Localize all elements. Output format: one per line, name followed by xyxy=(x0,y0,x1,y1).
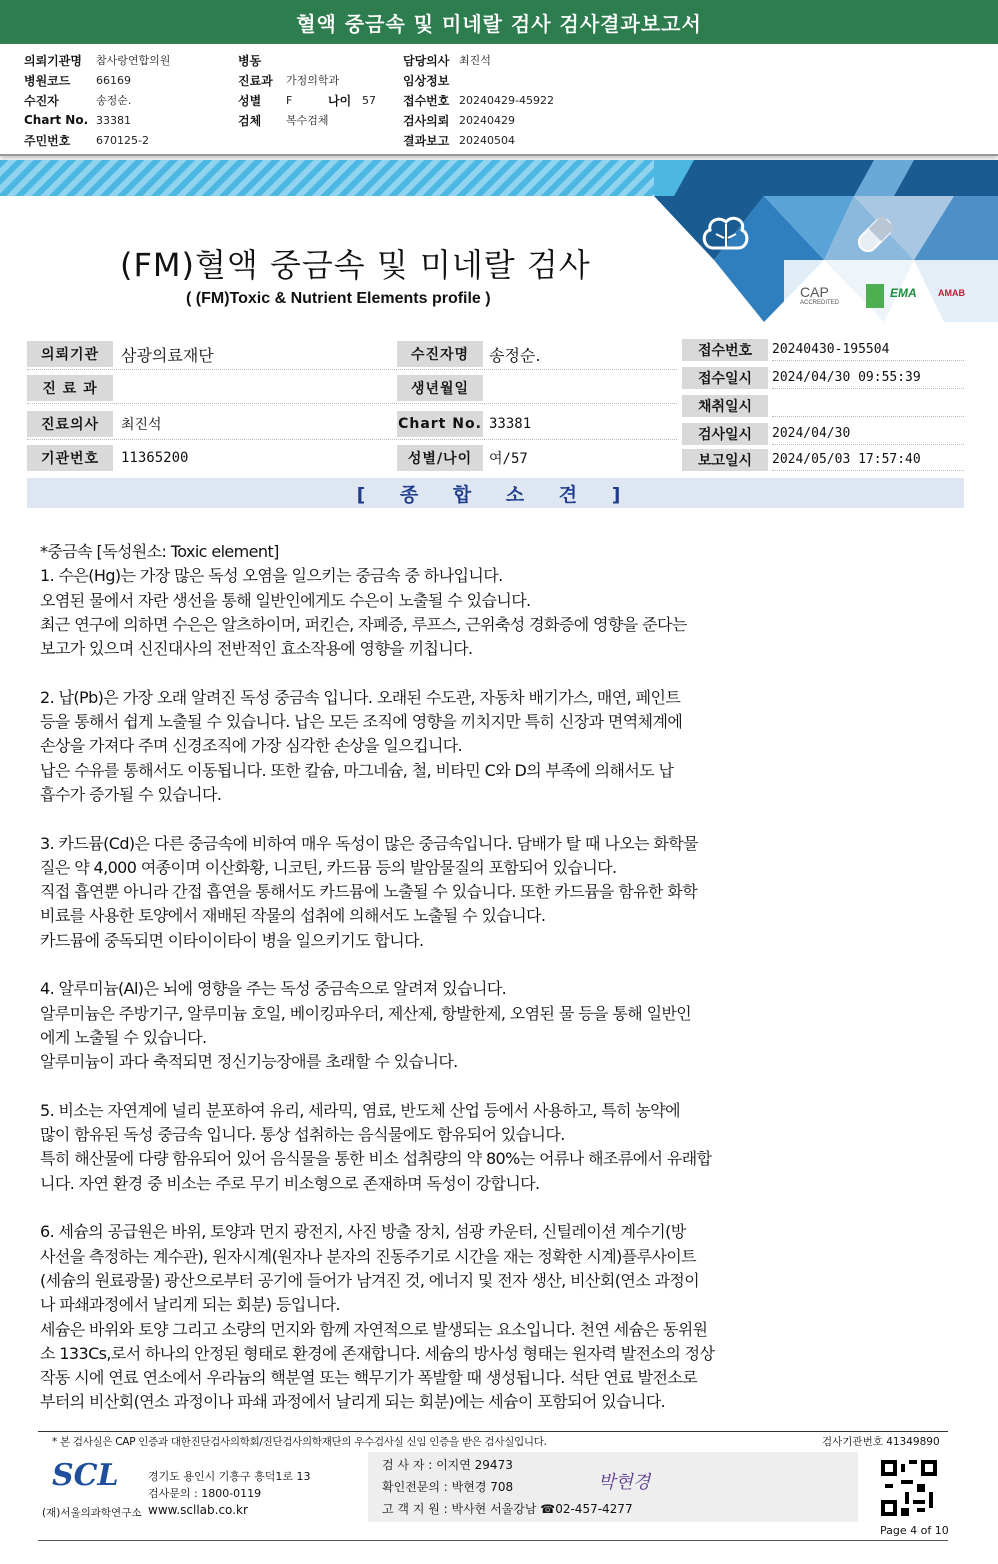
text-line: 질은 약 4,000 여종이며 이산화황, 니코틴, 카드뮴 등의 발암물질의 포함되어 있습니다. xyxy=(40,857,617,877)
meta-label: 검체 xyxy=(238,113,262,128)
info-label: 기관번호 xyxy=(27,445,113,471)
text-line: 많이 함유된 독성 중금속 입니다. 통상 섭취하는 음식물에도 함유되어 있습니다. xyxy=(40,1125,565,1145)
ema-logo xyxy=(866,284,936,312)
meta-label: 임상정보 xyxy=(403,73,450,88)
text-line: 세슘은 바위와 토양 그리고 소량의 먼지와 함께 자연적으로 발생되는 요소입니다. 천연 세슘은 동위원 xyxy=(40,1319,708,1339)
text-line: 납은 수유를 통해서도 이동됩니다. 또한 칼슘, 마그네슘, 철, 비타민 C와 D의 부족에 의해서도 납 xyxy=(40,760,674,780)
ema-logo-text: EMA xyxy=(890,286,917,300)
meta-label: 병동 xyxy=(238,53,262,68)
meta-label: Chart No. xyxy=(24,113,89,127)
text-line: 최근 연구에 의하면 수은은 알츠하이머, 퍼킨슨, 자폐증, 루프스, 근위축성 경화증에 영향을 준다는 xyxy=(40,614,687,634)
meta-label: 나이 xyxy=(328,93,352,108)
exam-title: (FM)혈액 중금속 및 미네랄 검사 xyxy=(120,246,591,284)
meta-label: 의뢰기관명 xyxy=(24,53,82,68)
signature: 박현경 xyxy=(598,1472,651,1493)
text-line: 에게 노출될 수 있습니다. xyxy=(40,1027,207,1047)
cap-logo-text: CAP xyxy=(800,284,829,300)
receipt-label: 검사일시 xyxy=(682,423,768,445)
info-label: 진료의사 xyxy=(27,411,113,437)
text-line: 니다. 자연 환경 중 비소는 주로 무기 비소형으로 존재하며 독성이 강합니다. xyxy=(40,1173,540,1193)
meta-value: 참사랑연합의원 xyxy=(96,54,171,67)
org-name: (재)서울의과학연구소 xyxy=(42,1507,142,1519)
address: 경기도 용인시 기흥구 흥덕1로 13 xyxy=(148,1470,311,1483)
pill-icon xyxy=(852,212,898,258)
receipt-label: 보고일시 xyxy=(682,449,768,471)
meta-column-1 xyxy=(24,50,170,150)
text-line: 3. 카드뮴(Cd)은 다른 중금속에 비하여 매우 독성이 많은 중금속입니다. 담배가 탈 때 나오는 화학물 xyxy=(40,833,698,853)
receipt-value: 2024/05/03 17:57:40 xyxy=(772,449,964,471)
text-line: 작동 시에 연료 연소에서 우라늄의 핵분열 또는 핵무기가 폭발할 때 생성됩니다. 석탄 연료 발전소로 xyxy=(40,1368,698,1388)
text-line: 부터의 비산회(연소 과정이나 파쇄 과정에서 날리게 되는 회분)에는 세슘이 포함되어 있습니다. xyxy=(40,1392,666,1412)
text-line: 손상을 가져다 주며 신경조직에 가장 심각한 손상을 일으킵니다. xyxy=(40,736,463,756)
text-line: (세슘의 원료광물) 광산으로부터 공기에 들어가 남겨진 것, 에너지 및 전자 생산, 비산회(연소 과정이 xyxy=(40,1270,700,1290)
banner-art xyxy=(654,160,998,322)
meta-label: 진료과 xyxy=(238,73,273,88)
lab-number: 검사기관번호 41349890 xyxy=(822,1436,940,1448)
meta-label: 담당의사 xyxy=(403,53,450,68)
info-label: 의뢰기관 xyxy=(27,341,113,367)
text-line: 소 133Cs,로서 하나의 안정된 형태로 환경에 존재합니다. 세슘의 방사성 형태는 원자력 발전소의 정상 xyxy=(40,1343,715,1363)
meta-label: 수진자 xyxy=(24,93,59,108)
text-line: 직접 흡연뿐 아니라 간접 흡연을 통해서도 카드뮴에 노출될 수 있습니다. 또한 카드뮴을 함유한 화학 xyxy=(40,882,698,902)
divider xyxy=(27,369,677,370)
cap-logo xyxy=(800,284,839,306)
meta-label: 병원코드 xyxy=(24,73,71,88)
meta-value: 가정의학과 xyxy=(286,74,340,87)
info-value: 삼광의료재단 xyxy=(121,345,214,365)
address-block xyxy=(148,1468,311,1502)
meta-column-3 xyxy=(403,50,554,150)
text-line: 사선을 측정하는 계수관), 원자시계(원자나 분자의 진동주기로 시간을 재는 정확한 시계)플루사이트 xyxy=(40,1246,697,1266)
info-label: 생년월일 xyxy=(397,375,483,401)
footer-divider xyxy=(38,1431,948,1432)
text-line: 5. 비소는 자연계에 널리 분포하여 유리, 세라믹, 염료, 반도체 산업 등에서 사용하고, 특히 농약에 xyxy=(40,1100,680,1120)
amab-logo: AMAB xyxy=(938,288,965,298)
text-line: 알루미늄은 주방기구, 알루미늄 호일, 베이킹파우더, 제산제, 항발한제, 오염된 물 등을 통해 일반인 xyxy=(40,1003,692,1023)
text-line: 카드뮴에 중독되면 이타이이타이 병을 일으키기도 합니다. xyxy=(40,930,424,950)
lm-logo-icon xyxy=(866,284,884,308)
receipt-label: 접수일시 xyxy=(682,367,768,389)
scl-logo: SCL xyxy=(52,1458,119,1493)
meta-label: 검사의뢰 xyxy=(403,113,450,128)
exam-subtitle: ( (FM)Toxic & Nutrient Elements profile ) xyxy=(186,290,491,307)
info-value: 최진석 xyxy=(121,417,162,433)
text-line: 흡수가 증가될 수 있습니다. xyxy=(40,784,222,804)
tester: 검 사 자 : 이지연 29473 xyxy=(382,1458,513,1472)
divider xyxy=(27,403,677,404)
info-value: 33381 xyxy=(489,416,532,432)
summary-heading: [ 종 합 소 견 ] xyxy=(27,478,964,508)
text-line: 등을 통해서 쉽게 노출될 수 있습니다. 납은 모든 조직에 영향을 끼치지만 특히 신장과 면역체계에 xyxy=(40,712,683,732)
receipt-info xyxy=(682,337,964,471)
text-line: 4. 알루미늄(Al)은 뇌에 영향을 주는 독성 중금속으로 알려져 있습니다. xyxy=(40,979,507,999)
website-link[interactable]: www.scllab.co.kr xyxy=(148,1503,248,1517)
meta-value: F xyxy=(286,93,293,107)
cap-logo-sub: ACCREDITED xyxy=(800,300,840,306)
meta-value: 20240429 xyxy=(459,113,515,127)
info-label: Chart No. xyxy=(397,411,483,437)
text-line: 비료를 사용한 토양에서 재배된 작물의 섭취에 의해서도 노출될 수 있습니다. xyxy=(40,906,546,926)
receipt-value xyxy=(772,395,964,417)
meta-value: 송정순. xyxy=(96,94,132,107)
receipt-value: 2024/04/30 09:55:39 xyxy=(772,367,964,389)
meta-value: 57 xyxy=(362,93,376,107)
inquiry-phone: 검사문의 : 1800-0119 xyxy=(148,1487,262,1500)
meta-label: 결과보고 xyxy=(403,133,450,148)
meta-column-2 xyxy=(238,50,376,130)
info-value: 송정순. xyxy=(489,345,541,365)
text-line: 6. 세슘의 공급원은 바위, 토양과 먼지 광전지, 사진 방출 장치, 섬광 카운터, 신틸레이션 계수기(방 xyxy=(40,1222,686,1242)
receipt-label: 채취일시 xyxy=(682,395,768,417)
info-label: 진 료 과 xyxy=(27,375,113,401)
qr-code-icon xyxy=(881,1460,937,1516)
confirming-expert: 확인전문의 : 박현경 708 xyxy=(382,1480,514,1494)
text-line: 나 파쇄과정에서 날리게 되는 회분) 등입니다. xyxy=(40,1295,340,1315)
text-line: 1. 수은(Hg)는 가장 많은 독성 오염을 일으키는 중금속 중 하나입니다. xyxy=(40,566,503,586)
receipt-value: 2024/04/30 xyxy=(772,423,964,445)
report-meta xyxy=(0,44,998,156)
text-line: *중금속 [독성원소: Toxic element] xyxy=(40,542,279,561)
report-title: 혈액 중금속 및 미네랄 검사 검사결과보고서 xyxy=(0,0,998,44)
bottom-divider xyxy=(38,1540,948,1541)
page-number: Page 4 of 10 xyxy=(880,1524,949,1537)
meta-value: 복수검체 xyxy=(286,114,329,127)
text-line: 보고가 있으며 신진대사의 전반적인 효소작용에 영향을 끼칩니다. xyxy=(40,639,473,659)
customer-support: 고 객 지 원 : 박사현 서울강남 ☎02-457-4277 xyxy=(382,1502,633,1516)
summary-body xyxy=(40,540,940,1415)
meta-label: 성별 xyxy=(238,93,262,108)
meta-value: 33381 xyxy=(96,113,131,127)
text-line: 2. 납(Pb)은 가장 오래 알려진 독성 중금속 입니다. 오래된 수도관, 자동차 배기가스, 매연, 페인트 xyxy=(40,687,681,707)
info-value: 11365200 xyxy=(121,450,189,466)
text-line: 오염된 물에서 자란 생선을 통해 일반인에게도 수은이 노출될 수 있습니다. xyxy=(40,590,531,610)
brain-icon xyxy=(698,210,754,258)
meta-value: 66169 xyxy=(96,73,131,87)
meta-value: 20240504 xyxy=(459,133,515,147)
meta-value: 20240429-45922 xyxy=(459,93,554,107)
info-label: 수진자명 xyxy=(397,341,483,367)
meta-label: 접수번호 xyxy=(403,93,450,108)
accreditation-note: * 본 검사실은 CAP 인증과 대한진단검사의학회/진단검사의학재단의 우수검사실 신임 인증을 받은 검사실입니다. xyxy=(52,1436,547,1448)
text-line: 알루미늄이 과다 축적되면 정신기능장애를 초래할 수 있습니다. xyxy=(40,1052,458,1072)
receipt-label: 접수번호 xyxy=(682,339,768,361)
meta-value: 최진석 xyxy=(459,54,491,67)
text-line: 특히 해산물에 다량 함유되어 있어 음식물을 통한 비소 섭취량의 약 80%는 어류나 해조류에서 유래합 xyxy=(40,1149,712,1169)
meta-label: 주민번호 xyxy=(24,133,71,148)
info-label: 성별/나이 xyxy=(397,445,483,471)
divider xyxy=(27,439,677,440)
info-value: 여/57 xyxy=(489,451,528,467)
receipt-value: 20240430-195504 xyxy=(772,339,964,361)
meta-value: 670125-2 xyxy=(96,133,149,147)
